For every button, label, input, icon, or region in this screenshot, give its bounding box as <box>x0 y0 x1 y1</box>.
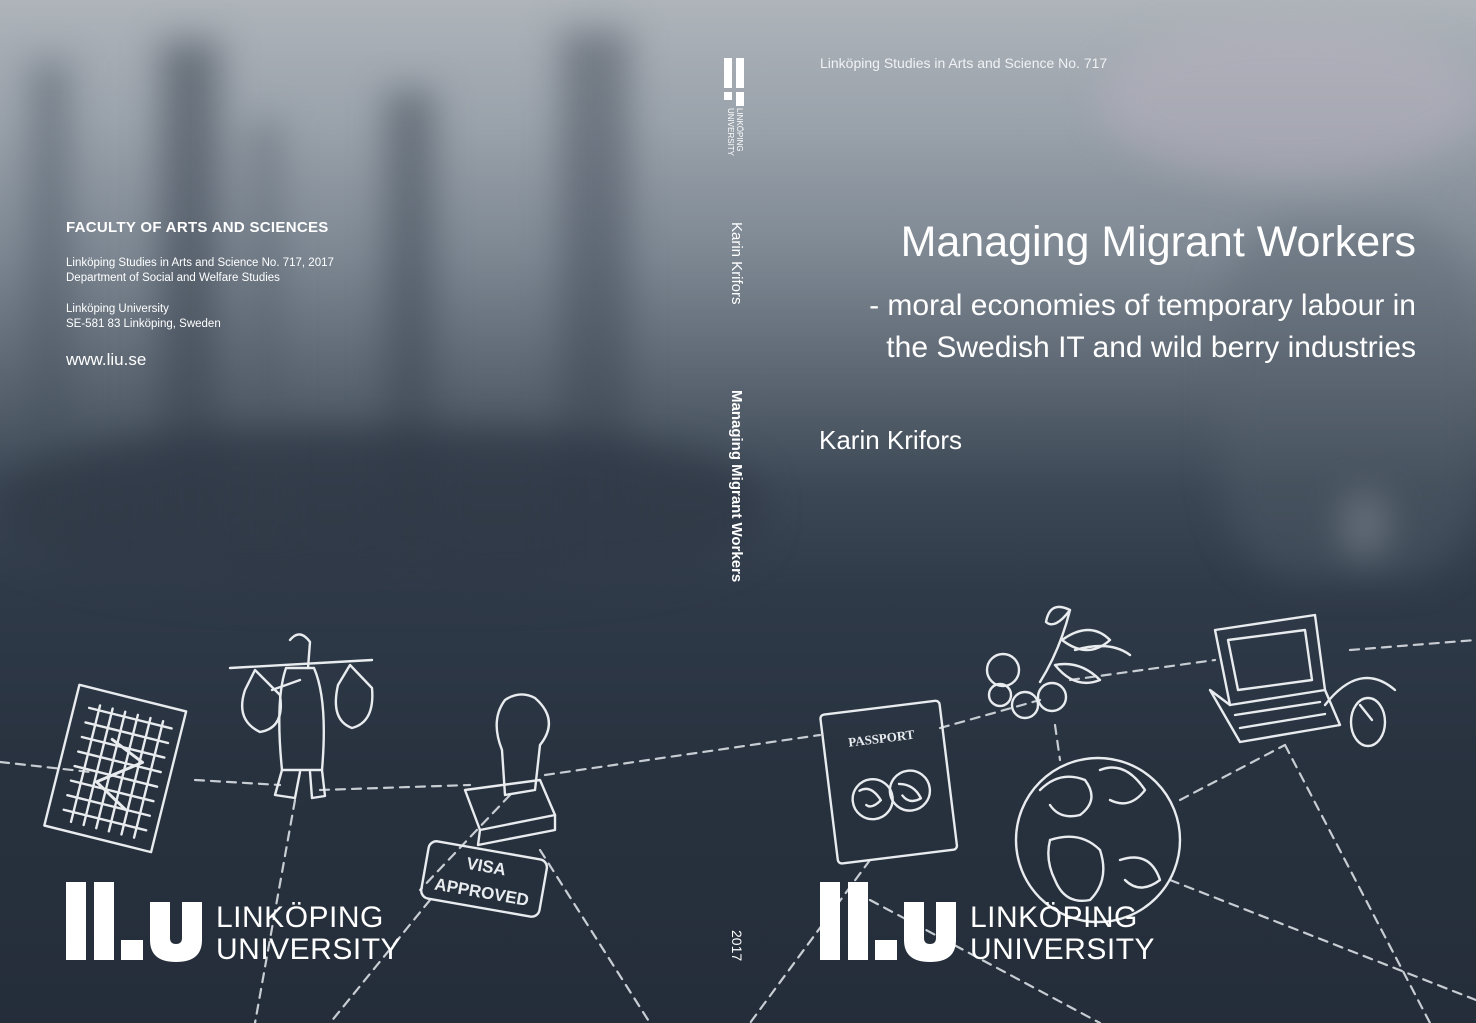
liu-logo-back <box>66 882 206 962</box>
university-line: Linköping University <box>66 303 169 315</box>
liu-logo-front <box>820 882 960 962</box>
liu-logo-mark <box>66 882 206 962</box>
spine-uni-line2: UNIVERSITY <box>726 108 735 157</box>
liu-wordmark-line2: UNIVERSITY <box>216 933 402 966</box>
visa-stamp-illustration <box>420 694 555 918</box>
faculty-heading: FACULTY OF ARTS AND SCIENCES <box>66 219 329 236</box>
book-subtitle <box>776 285 1416 369</box>
berries-illustration <box>987 607 1130 718</box>
liu-wordmark-front <box>970 902 1155 966</box>
spine-author: Karin Krifors <box>728 222 745 305</box>
book-title: Managing Migrant Workers <box>900 218 1416 266</box>
stamp-text-visa: VISA <box>465 853 508 880</box>
liu-wordmark-line2: UNIVERSITY <box>970 933 1156 966</box>
spine-uni-line1: LINKÖPING <box>735 108 744 152</box>
series-line: Linköping Studies in Arts and Science No. 717, 2017 <box>66 257 334 269</box>
spine-university-name <box>726 108 744 178</box>
department-line: Department of Social and Welfare Studies <box>66 272 280 284</box>
spine-year: 2017 <box>729 930 745 962</box>
address-line: SE-581 83 Linköping, Sweden <box>66 318 221 330</box>
book-author: Karin Krifors <box>819 425 963 455</box>
globe-illustration <box>1016 758 1180 922</box>
liu-logo-mark <box>820 882 960 962</box>
back-series-info <box>66 256 334 286</box>
subtitle-line1: - moral economies of temporary labour in <box>869 289 1416 322</box>
front-series: Linköping Studies in Arts and Science No. 717 <box>820 55 1108 71</box>
spine-title: Managing Migrant Workers <box>728 390 745 583</box>
stamp-text-approved: APPROVED <box>433 874 531 910</box>
passport-illustration <box>820 700 957 864</box>
laptop-mouse-illustration <box>1210 615 1395 746</box>
subtitle-line2: the Swedish IT and wild berry industries <box>886 331 1416 364</box>
worker-with-pole-illustration <box>230 634 372 798</box>
liu-wordmark-line1: LINKÖPING <box>216 901 384 934</box>
website-url: www.liu.se <box>66 350 147 369</box>
spine-logo-mark <box>722 58 756 106</box>
liu-wordmark-back <box>216 902 401 966</box>
passport-label: PASSPORT <box>847 726 916 750</box>
back-address <box>66 302 221 332</box>
liu-wordmark-line1: LINKÖPING <box>970 901 1138 934</box>
